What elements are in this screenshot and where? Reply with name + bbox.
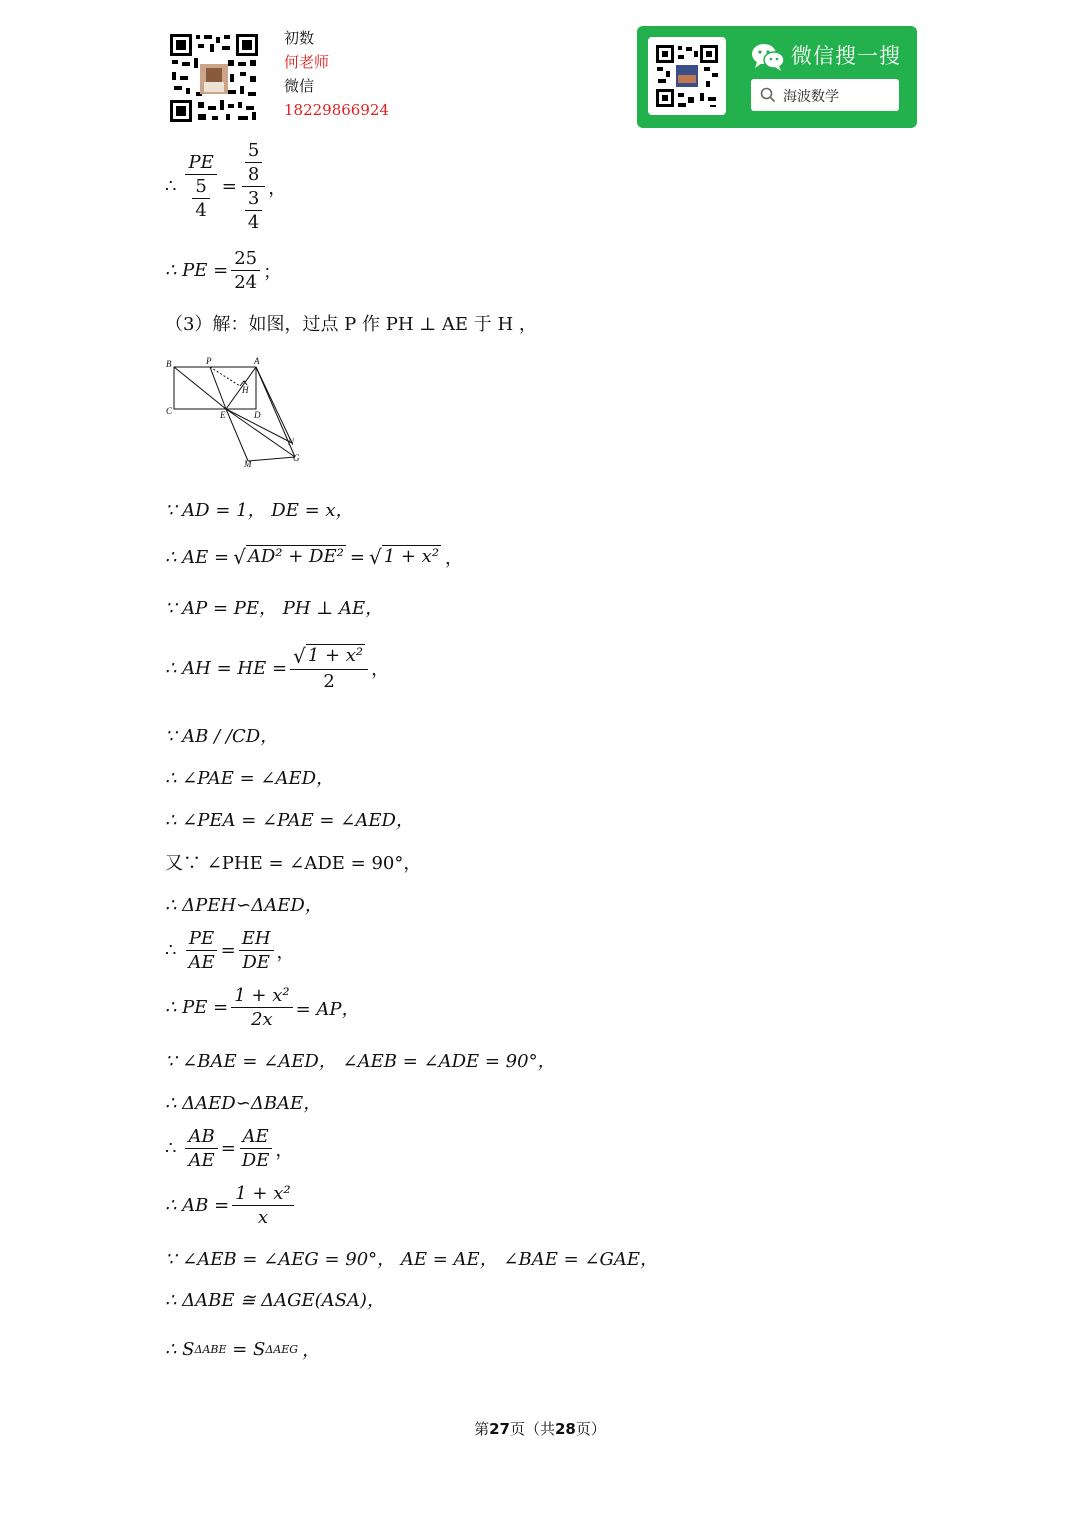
pe-value-line — [165, 248, 281, 293]
equation-suffix: ， — [371, 659, 390, 680]
point-label-b: B — [166, 359, 172, 369]
page-footer — [0, 1418, 1080, 1439]
footer-middle: 页（共 — [509, 1420, 555, 1438]
fraction-numerator: 1 + x² — [231, 985, 292, 1008]
fraction-1x2-over-x — [232, 1183, 293, 1228]
fraction-numerator: 5 — [192, 176, 209, 199]
equation-suffix: ， — [276, 941, 295, 963]
radicand: AD² + DE² — [247, 546, 344, 567]
angle-pae-line: ∴ ∠PAE = ∠AED， — [165, 768, 335, 789]
equation-suffix: ， — [302, 1340, 321, 1361]
fraction-1x2-over-2x — [231, 985, 292, 1030]
header-line-subject: 初数 — [284, 29, 315, 47]
fraction-pe-ae — [185, 928, 217, 973]
equation-prefix: ∴ AB = — [165, 1195, 230, 1216]
fraction-denominator — [189, 175, 212, 221]
ah-he-line — [165, 644, 389, 692]
therefore-symbol: ∴ — [165, 176, 177, 197]
parallel-line: ∵ AB / /CD， — [165, 726, 279, 747]
fraction-numerator: EH — [239, 928, 274, 951]
fraction-denominator: 2x — [251, 1009, 273, 1030]
header-line-teacher: 何老师 — [284, 53, 330, 71]
wechat-icon — [751, 42, 785, 72]
equation-prefix: ∴ AE = — [165, 546, 230, 568]
fraction-3-4 — [245, 188, 262, 233]
fraction-numerator: PE — [186, 928, 217, 951]
current-page-number: 27 — [489, 1420, 510, 1438]
header-line-phone: 18229866924 — [284, 101, 389, 119]
point-label-p: P — [206, 356, 212, 366]
radicand: 1 + x² — [307, 645, 364, 666]
angle-phe-line: 又∵ ∠PHE = ∠ADE = 90°， — [165, 853, 422, 874]
fraction-numerator: AE — [240, 1126, 272, 1149]
equation-suffix: ； — [263, 261, 282, 283]
footer-suffix: 页） — [575, 1420, 606, 1438]
wechat-search-box[interactable] — [751, 79, 899, 111]
similar-triangles-line-2: ∴ ΔAED∽ΔBAE， — [165, 1093, 322, 1114]
angle-pea-line: ∴ ∠PEA = ∠PAE = ∠AED， — [165, 810, 414, 831]
header-line-wechat: 微信 — [284, 77, 315, 95]
similar-triangles-line-1: ∴ ΔPEH∽ΔAED， — [165, 895, 323, 916]
fraction-numerator — [242, 140, 265, 187]
fraction-numerator: 3 — [245, 188, 262, 211]
fraction-denominator: DE — [241, 1150, 270, 1171]
fraction-sqrt-over-2 — [290, 644, 368, 692]
equation-suffix: ， — [445, 548, 464, 569]
wechat-search-banner[interactable] — [637, 26, 917, 128]
fraction-pe-over-5-4 — [185, 152, 216, 221]
ae-sqrt-line — [165, 544, 463, 570]
wechat-search-text: 海波数学 — [783, 89, 839, 105]
fraction-denominator: DE — [242, 952, 270, 973]
fraction-numerator: 1 + x² — [232, 1183, 293, 1206]
fraction-5-8 — [245, 140, 262, 185]
therefore-symbol: ∴ — [165, 1138, 177, 1159]
point-label-h: H — [242, 385, 249, 395]
fraction-denominator: 8 — [247, 164, 260, 185]
fraction-denominator: x — [257, 1207, 268, 1228]
point-label-e: E — [220, 410, 226, 420]
equation-suffix: = AP， — [295, 998, 360, 1020]
footer-prefix: 第 — [474, 1420, 490, 1438]
fraction-eh-de — [239, 928, 274, 973]
point-label-d: D — [254, 410, 261, 420]
area-subscript-aeg: ΔAEG — [265, 1342, 299, 1356]
point-label-a: A — [254, 356, 260, 366]
fraction-5-4 — [192, 176, 209, 221]
header-contact — [284, 26, 389, 122]
point-label-n: N — [288, 437, 295, 447]
ab-expression-line — [165, 1183, 297, 1228]
ratio-line-1: ∴ $\frac{PE}{AE}$ = $\frac{EH}{DE}$ ， — [165, 928, 295, 973]
area-subscript-abe: ΔABE — [194, 1342, 227, 1356]
angle-aeg-line: ∵ ∠AEB = ∠AEG = 90°， AE = AE， ∠BAE = ∠GAE， — [165, 1249, 658, 1270]
sqrt-1-x2: √ 1 + x² — [368, 545, 440, 569]
area-prefix: ∴ S — [165, 1338, 195, 1360]
contact-qr-code — [168, 32, 260, 124]
part3-heading: （3）解：如图，过点 P 作 PH ⊥ AE 于 H ， — [165, 314, 537, 335]
area-equality-line — [165, 1336, 320, 1362]
given-ad-de-line: ∵ AD = 1， DE = x， — [165, 500, 354, 521]
ratio-line-2: ∴ $\frac{AB}{AE}$ = $\frac{AE}{DE}$ ， — [165, 1126, 294, 1171]
fraction-numerator: 5 — [245, 140, 262, 163]
pe-ratio-line: ∴ $\frac{PE}{\frac{5}{4}}$ = $\frac{\frac{5}{8}}{\frac{3}{4}}$ ， — [165, 140, 287, 233]
fraction-numerator — [290, 644, 368, 670]
ap-pe-line: ∵ AP = PE， PH ⊥ AE， — [165, 598, 384, 619]
point-label-c: C — [166, 406, 173, 416]
point-label-g: G — [293, 453, 300, 463]
fraction-denominator: 2 — [323, 671, 335, 692]
sqrt-1-x2: √ 1 + x² — [293, 644, 364, 668]
equals-sign: = — [349, 546, 365, 568]
fraction-numerator: PE — [185, 152, 216, 175]
geometry-figure — [160, 355, 310, 473]
fraction-numerator: AB — [185, 1126, 217, 1149]
point-label-m: M — [244, 459, 252, 469]
fraction-denominator: AE — [188, 1150, 215, 1171]
fraction-denominator: 4 — [195, 200, 207, 221]
fraction-numerator: 25 — [231, 248, 260, 271]
fraction-ae-de — [239, 1126, 273, 1171]
fraction-ab-ae — [185, 1126, 217, 1171]
area-middle: = S — [226, 1338, 266, 1360]
radicand: 1 + x² — [383, 546, 440, 567]
equation-suffix: ， — [275, 1139, 294, 1161]
fraction-5-8-over-3-4 — [242, 140, 265, 233]
equation-prefix: ∴ PE = — [165, 997, 229, 1018]
congruent-triangles-line: ∴ ΔABE ≅ ΔAGE(ASA)， — [165, 1290, 385, 1311]
wechat-banner-title: 微信搜一搜 — [791, 44, 901, 68]
total-page-count: 28 — [555, 1420, 576, 1438]
fraction-denominator: AE — [188, 952, 215, 973]
sqrt-ad-de: √ AD² + DE² — [233, 545, 344, 569]
pe-expression-line — [165, 985, 360, 1030]
angle-bae-line: ∵ ∠BAE = ∠AED， ∠AEB = ∠ADE = 90°， — [165, 1051, 556, 1072]
therefore-symbol: ∴ — [165, 940, 177, 961]
fraction-denominator: 4 — [247, 212, 260, 233]
fraction-denominator: 24 — [234, 272, 258, 293]
equation-prefix: ∴ PE = — [165, 260, 229, 281]
fraction-25-24 — [231, 248, 260, 293]
wechat-qr-code — [648, 37, 726, 115]
search-icon — [760, 87, 776, 103]
equation-prefix: ∴ AH = HE = — [165, 657, 288, 679]
fraction-denominator — [242, 187, 265, 233]
